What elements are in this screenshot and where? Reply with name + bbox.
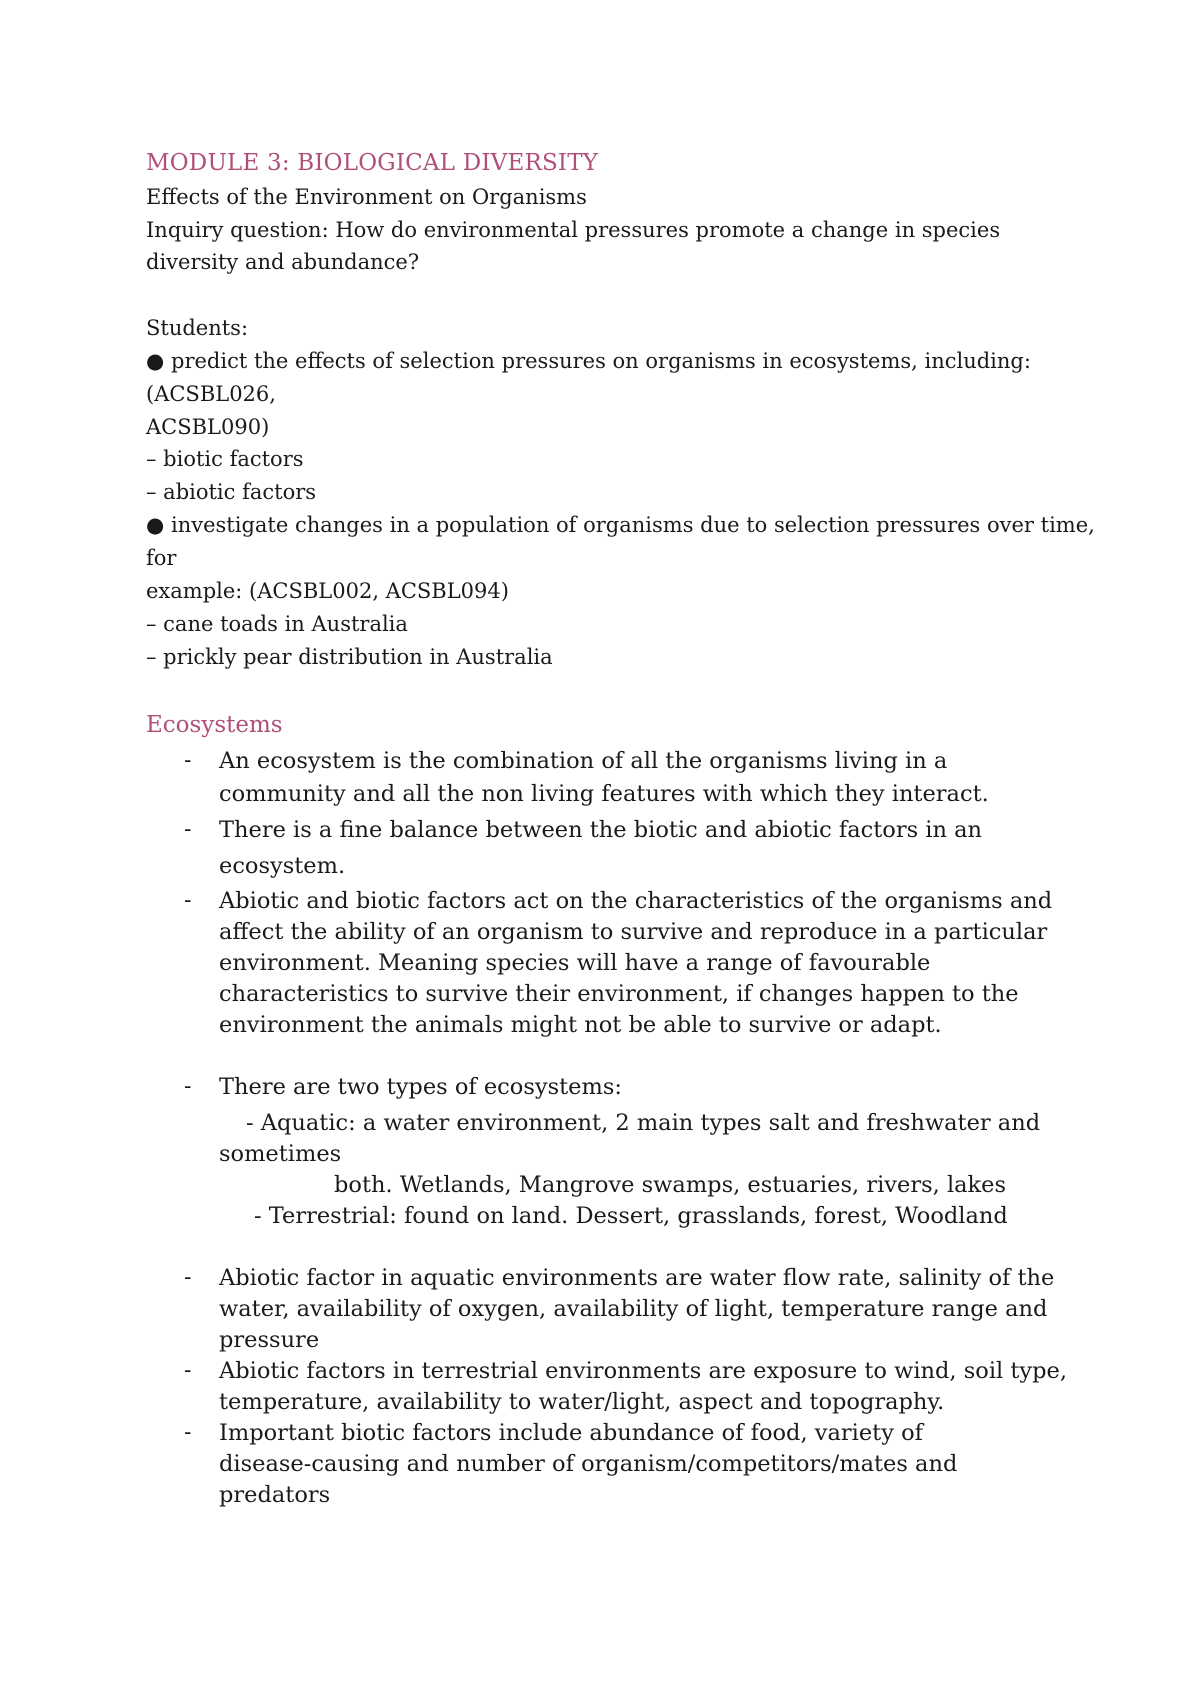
students-line: – biotic factors <box>146 447 304 471</box>
bullet-line: disease-causing and number of organism/competitors/mates and <box>219 1451 958 1477</box>
bullet-dash: - <box>184 888 192 913</box>
students-heading: Students: <box>146 316 249 340</box>
bullet-line: community and all the non living features with which they interact. <box>219 781 989 807</box>
bullet-line: water, availability of oxygen, availability of light, temperature range and <box>219 1296 1048 1322</box>
students-line: (ACSBL026, <box>146 382 276 406</box>
module-subtitle: Effects of the Environment on Organisms <box>146 185 587 209</box>
aquatic-line: sometimes <box>219 1141 342 1167</box>
students-line: – cane toads in Australia <box>146 612 408 636</box>
ecosystems-heading: Ecosystems <box>146 712 283 738</box>
inquiry-question-line-2: diversity and abundance? <box>146 250 420 274</box>
aquatic-line: both. Wetlands, Mangrove swamps, estuaries, rivers, lakes <box>334 1172 1007 1198</box>
bullet-dash: - <box>184 1358 192 1383</box>
bullet-dash: - <box>184 748 192 773</box>
bullet-line: pressure <box>219 1327 320 1353</box>
bullet-dash: - <box>184 1420 192 1445</box>
bullet-dash: - <box>184 1265 192 1290</box>
students-line: ACSBL090) <box>146 415 270 439</box>
students-line: ● predict the effects of selection pressures on organisms in ecosystems, including: <box>146 349 1031 373</box>
students-line: example: (ACSBL002, ACSBL094) <box>146 579 509 603</box>
bullet-line: Abiotic factor in aquatic environments are water flow rate, salinity of the <box>219 1265 1055 1291</box>
students-line: – prickly pear distribution in Australia <box>146 645 553 669</box>
terrestrial-line: - Terrestrial: found on land. Dessert, grasslands, forest, Woodland <box>254 1203 1008 1229</box>
bullet-dash: - <box>184 817 192 842</box>
bullet-dash: - <box>184 1074 192 1099</box>
bullet-line: Abiotic and biotic factors act on the characteristics of the organisms and <box>219 888 1053 914</box>
bullet-line: Abiotic factors in terrestrial environments are exposure to wind, soil type, <box>219 1358 1067 1384</box>
module-title: MODULE 3: BIOLOGICAL DIVERSITY <box>146 150 599 176</box>
bullet-line: There are two types of ecosystems: <box>219 1074 622 1100</box>
inquiry-question-line-1: Inquiry question: How do environmental pressures promote a change in species <box>146 218 1001 242</box>
students-line: ● investigate changes in a population of organisms due to selection pressures over time, <box>146 513 1095 537</box>
bullet-line: affect the ability of an organism to survive and reproduce in a particular <box>219 919 1048 945</box>
aquatic-line: - Aquatic: a water environment, 2 main types salt and freshwater and <box>246 1110 1041 1136</box>
students-line: – abiotic factors <box>146 480 317 504</box>
bullet-line: Important biotic factors include abundance of food, variety of <box>219 1420 923 1446</box>
students-line: for <box>146 546 177 570</box>
bullet-line: environment the animals might not be able to survive or adapt. <box>219 1012 942 1038</box>
bullet-line: environment. Meaning species will have a range of favourable <box>219 950 931 976</box>
bullet-line: An ecosystem is the combination of all the organisms living in a <box>219 748 948 774</box>
bullet-line: predators <box>219 1482 331 1508</box>
bullet-line: There is a fine balance between the biotic and abiotic factors in an <box>219 817 983 843</box>
bullet-line: characteristics to survive their environment, if changes happen to the <box>219 981 1019 1007</box>
bullet-line: temperature, availability to water/light, aspect and topography. <box>219 1389 945 1415</box>
bullet-line: ecosystem. <box>219 853 346 879</box>
